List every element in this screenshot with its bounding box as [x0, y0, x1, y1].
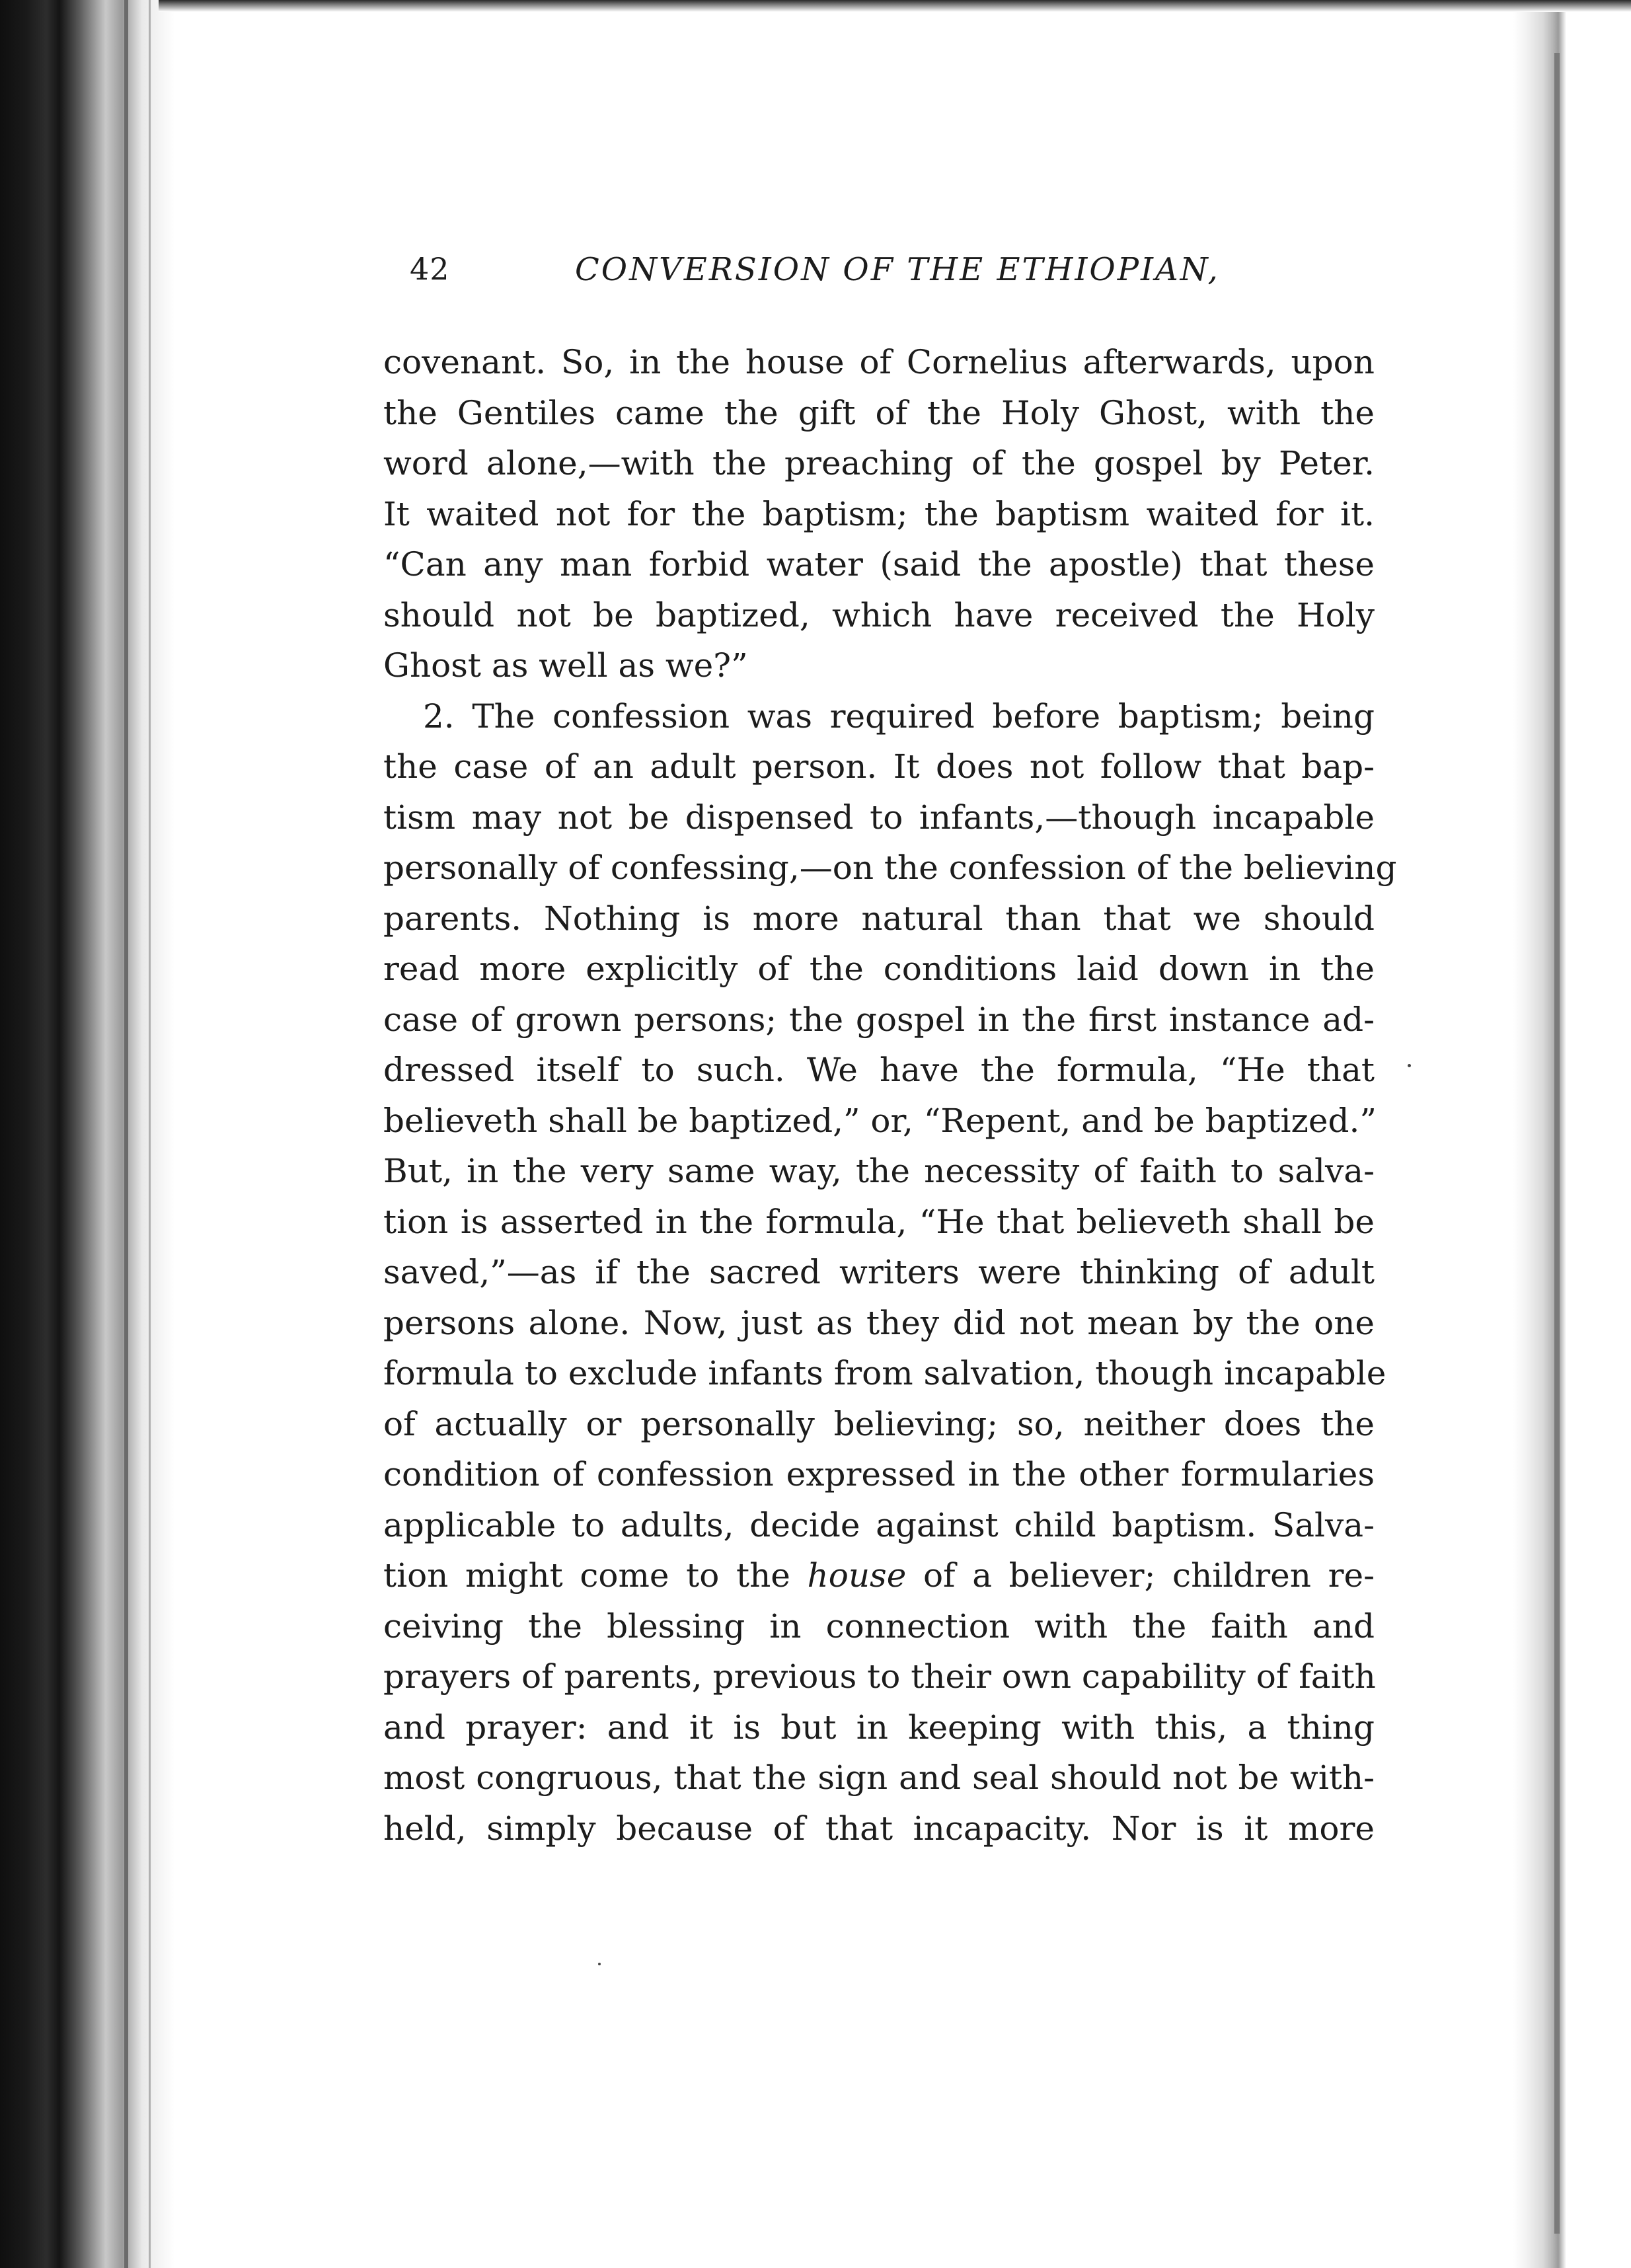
- running-head: [383, 251, 1375, 311]
- text-line: condition of confession expressed in the other formularies: [383, 1455, 1375, 1493]
- text-line: personally of confessing,—on the confession of the believing: [383, 849, 1397, 887]
- text-line: held, simply because of that incapacity. Nor is it more: [383, 1809, 1375, 1848]
- body-text: [383, 337, 1397, 1854]
- page-number: 42: [410, 251, 450, 287]
- text-line: ceiving the blessing in connection with the faith and: [383, 1606, 1375, 1645]
- text-line: But, in the very same way, the necessity of faith to salva-: [383, 1152, 1375, 1190]
- text-line-with-italic: [383, 1550, 1375, 1601]
- text-line: most congruous, that the sign and seal should not be with-: [383, 1758, 1375, 1797]
- text-line: saved,”—as if the sacred writers were thinking of adult: [383, 1253, 1375, 1291]
- text-line: read more explicitly of the conditions laid down in the: [383, 950, 1375, 988]
- text-line: prayers of parents, previous to their own capability of faith: [383, 1657, 1376, 1696]
- text-line: dressed itself to such. We have the formula, “He that: [383, 1051, 1375, 1089]
- text-line: tion is asserted in the formula, “He that believeth shall be: [383, 1202, 1375, 1241]
- binding-edge-line-inner: [149, 0, 151, 2268]
- binding-edge-line: [124, 0, 128, 2268]
- text-line: applicable to adults, decide against child baptism. Salva-: [383, 1505, 1375, 1544]
- top-shadow: [159, 0, 1631, 12]
- text-line: Ghost as well as we?”: [383, 646, 748, 685]
- text-line: It waited not for the baptism; the baptism waited for it.: [383, 494, 1375, 533]
- text-segment: tion might come to the: [383, 1556, 790, 1595]
- text-line: “Can any man forbid water (said the apostle) that these: [383, 545, 1375, 584]
- text-line: persons alone. Now, just as they did not mean by the one: [383, 1303, 1375, 1342]
- text-segment: of a believer; children re-: [906, 1556, 1375, 1595]
- ink-speck: [1408, 1064, 1411, 1067]
- facing-page-edge: [1513, 0, 1631, 2268]
- text-line: word alone,—with the preaching of the gospel by Peter.: [383, 444, 1375, 482]
- running-title: CONVERSION OF THE ETHIOPIAN,: [575, 251, 1220, 288]
- text-line: should not be baptized, which have received the Holy: [383, 595, 1375, 634]
- book-page: [383, 251, 1397, 1854]
- italic-word: house: [807, 1556, 907, 1595]
- text-line: the case of an adult person. It does not follow that bap-: [383, 747, 1375, 786]
- ink-speck: [598, 1963, 601, 1965]
- facing-page-edge-line: [1554, 53, 1560, 2234]
- text-line: covenant. So, in the house of Cornelius afterwards, upon: [383, 343, 1375, 381]
- text-line: parents. Nothing is more natural than that we should: [383, 899, 1375, 938]
- text-line: believeth shall be baptized,” or, “Repent, and be baptized.”: [383, 1101, 1377, 1140]
- text-line: and prayer: and it is but in keeping with this, a thing: [383, 1708, 1375, 1747]
- text-line: case of grown persons; the gospel in the first instance ad-: [383, 1000, 1375, 1039]
- text-line: of actually or personally believing; so, neither does the: [383, 1404, 1375, 1443]
- text-line: formula to exclude infants from salvation, though incapable: [383, 1354, 1386, 1392]
- text-line: the Gentiles came the gift of the Holy Ghost, with the: [383, 393, 1375, 432]
- text-line: tism may not be dispensed to infants,—though incapable: [383, 798, 1375, 837]
- text-line: 2. The confession was required before baptism; being: [423, 697, 1375, 736]
